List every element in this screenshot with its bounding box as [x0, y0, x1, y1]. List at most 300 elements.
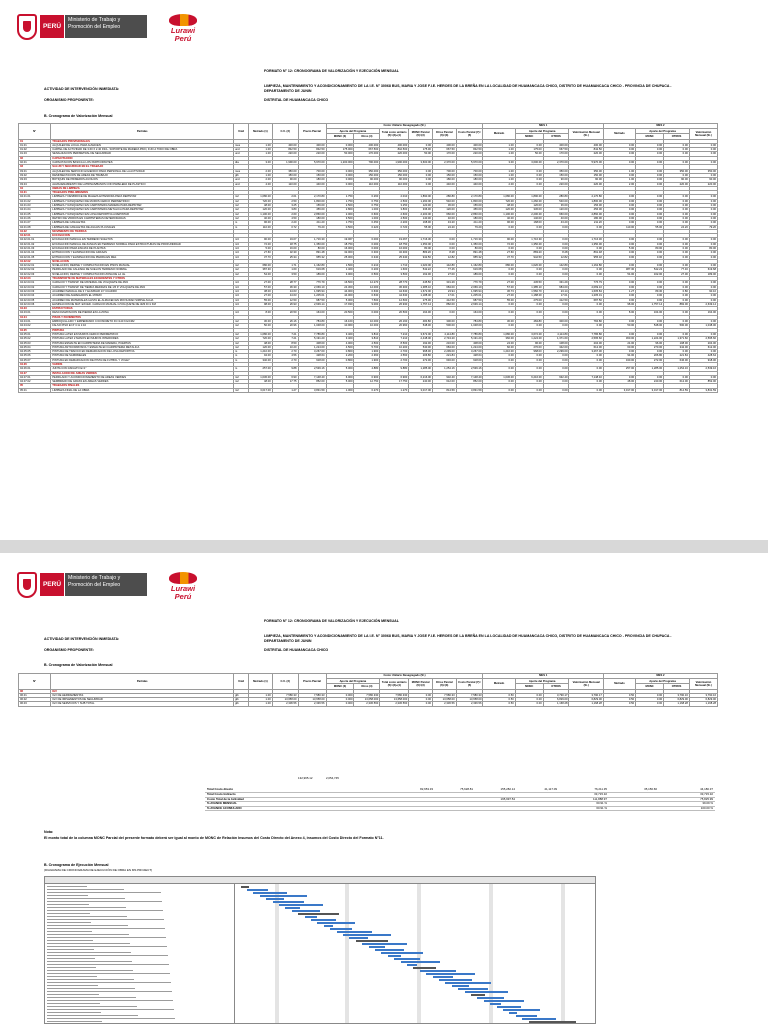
cell-pp: 3,267.00 [298, 350, 326, 354]
cell-n: 04.01.04 [19, 208, 51, 212]
cell-m2: 0.00 [603, 199, 635, 203]
cell-mo1: 1,224.00 [515, 337, 543, 341]
cell-v2: 619.68 [689, 268, 717, 272]
cell-op: 0.00 [432, 242, 456, 246]
cell-mo1: 0.00 [515, 702, 543, 706]
cell-m2: 48.00 [603, 380, 635, 384]
cell-mo1: 1,716.30 [515, 238, 543, 242]
cell-m2: 0.00 [603, 221, 635, 225]
cell-m2: 0.00 [603, 285, 635, 289]
cell-op: 77.46 [432, 268, 456, 272]
cell-cu: 25.34 [272, 255, 298, 259]
cell-pp: 7,786.80 [298, 332, 326, 336]
cell-n: 06.03 [19, 702, 51, 706]
cell-ot1: 2,299.00 [543, 350, 569, 354]
gantt-task-line [47, 1003, 100, 1004]
cell-m: 37.70 [249, 255, 273, 259]
cell-mo2: 0.00 [636, 148, 664, 152]
cell-partida: TRANSPORTE DE MATERIALES EXCEDENTES Y OTROS [51, 277, 234, 281]
cell-v2: 164.00 [689, 311, 717, 315]
cell-mo: 20.500 [326, 311, 354, 315]
activity-value-page-2: LIMPIEZA, MANTENIMIENTO Y ACONDICIONAMIENTO DE LA I.E. N° 30068 BUS, MARIA Y JOSE F.I.E. HEROES DE LA BREÑA EN LA LOCALIDAD DE HUAMANCACA CHICO, DISTRITO DE HUAMANCACA CHICO - PROVINCIA DE CHUPACA - DEPARTAMENTO DE JUNIN [264, 634, 672, 643]
cell-pp: 7,148.40 [298, 375, 326, 379]
cell-mp: 1,188.00 [409, 294, 433, 298]
cell-op: 667.50 [432, 148, 456, 152]
cell-ot: 0.340 [354, 255, 380, 259]
cell-v2: 220.00 [689, 182, 717, 186]
cell-m2: 0.00 [603, 294, 635, 298]
cell-pp: 189.00 [298, 272, 326, 276]
cell-m2: 0.00 [603, 320, 635, 324]
cell-cu: 2,336.56 [272, 702, 298, 706]
cell-cu: 842.50 [272, 148, 298, 152]
summary-cell-label: % AVANCE MENSUAL [205, 802, 395, 807]
lurawi-logo [163, 14, 203, 48]
cell-pp: 5,191.20 [298, 337, 326, 341]
cell-n: 04.05.03 [19, 341, 51, 345]
cell-m: 257.00 [249, 367, 273, 371]
cell-mp: 1,890.00 [409, 195, 433, 199]
cell-m1: 1.00 [483, 148, 515, 152]
cell-m2: 0.50 [603, 693, 635, 697]
cell-v2: 350.00 [689, 169, 717, 173]
cell-m2: 3,017.00 [603, 388, 635, 392]
cell-n: 04.01.05 [19, 212, 51, 216]
cell-ot2: 0.00 [664, 242, 690, 246]
cell-ot1: 6,829.00 [543, 698, 569, 702]
cell-tc: 13,658.000 [380, 698, 409, 702]
cell-v1: 180.00 [569, 216, 603, 220]
cell-ot: 667.500 [354, 148, 380, 152]
cell-cu: 44.63 [272, 289, 298, 293]
cell-mo2: 1,757.14 [636, 302, 664, 306]
cell-n: 01 [19, 139, 51, 143]
cell-m2: 0.00 [603, 350, 635, 354]
col-metrado-mes2: Metrado [603, 129, 635, 139]
col-partidas: Partidas [51, 674, 234, 690]
cell-mo: 4.500 [326, 345, 354, 349]
cell-ot: 0.220 [354, 225, 380, 229]
cell-cu: 2.50 [272, 199, 298, 203]
cell-tc: 150.000 [380, 173, 409, 177]
cell-m1: 0.50 [483, 693, 515, 697]
cell-v2: 0.00 [689, 281, 717, 285]
col-monc-mes1: MONC [515, 134, 543, 139]
cell-v1: 204.00 [569, 341, 603, 345]
gantt-task-bar [529, 1021, 576, 1023]
cell-mo: 44.000 [326, 289, 354, 293]
cell-m: 120.00 [249, 208, 273, 212]
cell-mo2: 240.00 [636, 380, 664, 384]
cell-partida: EXCAVACIÓN MANUAL DE ZANJAS EN TERRENO NORMAL PARA ESTRUCTURAS DE PROFUNDIDAD [51, 242, 234, 246]
cell-cu: 6.90 [272, 375, 298, 379]
cell-u: m3 [234, 289, 249, 293]
cell-mo2: 0.00 [636, 173, 664, 177]
cell-m: 720.00 [249, 337, 273, 341]
cell-ot: 3.810 [354, 332, 380, 336]
cell-partida: SEMBRADO DE GRASS EN ÁREAS VERDES [51, 380, 234, 384]
cell-op: 12.82 [432, 255, 456, 259]
cell-m2: 0.00 [603, 238, 635, 242]
col-aporte-mes1: Aporte del Programa [515, 679, 569, 684]
cell-cp: 7,148.40 [456, 375, 483, 379]
summary-cell-c7: 44,180.37 [659, 788, 715, 793]
cell-partida: CARGUÍO Y TRANSP. DE TIERRA MEDIDAS DE 1/5 P. VOLQUETE DE 4M3 [51, 285, 234, 289]
cell-ot1: 684.00 [543, 285, 569, 289]
cell-tc: 25.340 [380, 255, 409, 259]
cell-m: 98.00 [249, 302, 273, 306]
cell-partida: EXTRACCIÓN Y ELIMINACIÓN DE PIEDRA EN MEJ. [51, 255, 234, 259]
cell-ot2: 0.00 [664, 332, 690, 336]
cell-mp: 3,600.00 [409, 161, 433, 165]
cell-mp: 120.00 [409, 204, 433, 208]
cell-ot1: 0.00 [543, 268, 569, 272]
cell-v1: 687.50 [569, 298, 603, 302]
cell-ot2: 0.00 [664, 311, 690, 315]
gantt-task-line [47, 979, 134, 980]
cell-v1: 456.00 [569, 208, 603, 212]
cell-mp: 3,017.00 [409, 388, 433, 392]
col-monc-mes2: MONC [636, 684, 664, 689]
cell-n: 04.07.02 [19, 380, 51, 384]
cell-mo: 25.000 [326, 255, 354, 259]
cell-m1: 0.00 [483, 367, 515, 371]
cell-ot2: 646.00 [664, 358, 690, 362]
cell-mo: 1.750 [326, 221, 354, 225]
cell-pp: 955.32 [298, 255, 326, 259]
cell-mo2: 0.00 [636, 375, 664, 379]
cell-op: 932.40 [432, 375, 456, 379]
cell-partida: PINTURA DE TRÁFICO EN DEMARCACIÓN DE LOSA DEPORTIVA [51, 350, 234, 354]
cell-v2: 6,829.00 [689, 698, 717, 702]
cell-n: 01.03 [19, 152, 51, 156]
cell-pp: 1,048.00 [298, 324, 326, 328]
cell-mo: 3.400 [326, 337, 354, 341]
col-otros-mes1: OTROS [543, 134, 569, 139]
cell-ot1: 4,114.80 [543, 332, 569, 336]
cell-mo2: 0.00 [636, 702, 664, 706]
gantt-task-line [47, 886, 87, 887]
cell-ot: 110.000 [354, 182, 380, 186]
cell-m: 3,017.00 [249, 388, 273, 392]
cell-pp: 2,539.16 [298, 367, 326, 371]
cell-ot: 5.700 [354, 345, 380, 349]
cell-m: 1.00 [249, 173, 273, 177]
summary-cell-label: Costo Total de la Actividad [205, 797, 395, 802]
cell-m1: 0.50 [483, 702, 515, 706]
cell-pp: 852.00 [298, 380, 326, 384]
cell-n: 06 [19, 689, 51, 693]
cell-pp: 891.48 [298, 251, 326, 255]
summary-row [205, 806, 715, 811]
cell-tc: 3.500 [380, 272, 409, 276]
cell-ot2: 0.00 [664, 246, 690, 250]
cell-partida: TRABAJOS PRELIMINARES [51, 191, 234, 195]
cell-ot: 0.300 [354, 251, 380, 255]
cell-m: 55.00 [249, 298, 273, 302]
note-title: Nota: [44, 830, 54, 834]
cell-m: 1,080.00 [249, 195, 273, 199]
cell-mo2: 1,224.00 [636, 337, 664, 341]
cell-u: m3 [234, 294, 249, 298]
cell-cu: 4.56 [272, 354, 298, 358]
cell-partida: LIMPIEZA DE CANALETAS [51, 221, 234, 225]
cell-u: m2 [234, 199, 249, 203]
table-row [19, 388, 718, 392]
cell-mo: 16.500 [326, 281, 354, 285]
section-title: B. Cronograma de Valorización Mensual [44, 114, 113, 118]
cell-mo: 0.000 [326, 143, 354, 147]
cell-m1: 2.00 [483, 182, 515, 186]
cell-tc: 2.600 [380, 212, 409, 216]
cell-cp: 2,170.80 [456, 195, 483, 199]
gantt-task-line [47, 949, 94, 950]
cell-op: 331.29 [432, 281, 456, 285]
cell-ot2: 0.00 [664, 173, 690, 177]
cell-ot2: 90.00 [664, 178, 690, 182]
cell-v1: 0.00 [569, 367, 603, 371]
cell-mo: 2.500 [326, 204, 354, 208]
cell-cu: 4.50 [272, 216, 298, 220]
national-crest-icon [17, 572, 37, 598]
cell-v2: 79.20 [689, 225, 717, 229]
cell-v2: 80.00 [689, 246, 717, 250]
cell-m: 48.00 [249, 204, 273, 208]
cell-m2: 0.00 [603, 251, 635, 255]
cell-cu: 12.50 [272, 298, 298, 302]
cell-tc: 1.600 [380, 268, 409, 272]
cell-cp: 1,205.01 [456, 294, 483, 298]
col-metrado-mes1: Metrado [483, 679, 515, 689]
cell-mo1: 0.00 [515, 380, 543, 384]
lurawi-emblem-icon [169, 572, 197, 584]
cell-tc: 3.250 [380, 204, 409, 208]
cell-n: 04.05.05 [19, 350, 51, 354]
cell-op: 7,580.33 [432, 693, 456, 697]
cell-m: 1.00 [249, 148, 273, 152]
cell-mo2: 0.00 [636, 298, 664, 302]
cell-pp: 1,162.80 [298, 264, 326, 268]
cell-mp: 1,757.14 [409, 302, 433, 306]
cell-n: 01.01 [19, 143, 51, 147]
cell-cu: 2.20 [272, 221, 298, 225]
cell-pp: 428.64 [298, 354, 326, 358]
cell-tc: 90.000 [380, 178, 409, 182]
cell-cu: 19.07 [272, 238, 298, 242]
cell-cu: 2.01 [272, 195, 298, 199]
cell-u: m [234, 354, 249, 358]
cell-mo1: 0.00 [515, 354, 543, 358]
cell-cp: 3,831.59 [456, 388, 483, 392]
col-aporte-programa: Aporte del Programa [326, 679, 380, 684]
cell-partida: PINTURA ESMALTE EN CARPINTERÍA DE MADERA, PUERTAS [51, 341, 234, 345]
cell-ot2: 108.00 [664, 341, 690, 345]
cell-mo1: 0.00 [515, 358, 543, 362]
cell-m1: 27.60 [483, 251, 515, 255]
cell-m: 1.00 [249, 698, 273, 702]
cell-mo1: 0.00 [515, 178, 543, 182]
cell-n: 04.02.02.03 [19, 272, 51, 276]
cell-cp: 2,069.10 [456, 285, 483, 289]
cell-cp: 180.00 [456, 216, 483, 220]
cell-m2: 257.00 [603, 367, 635, 371]
cell-v1: 1,162.80 [569, 264, 603, 268]
cell-v2: 1,168.28 [689, 702, 717, 706]
cell-partida: DESCOLMATACIÓN DE PIEDRA EN LA ZONA [51, 311, 234, 315]
cell-mo2: 0.00 [636, 152, 664, 156]
cell-m: 5.00 [249, 246, 273, 250]
cell-cu: 44.63 [272, 294, 298, 298]
cell-tc: 26.160 [380, 320, 409, 324]
cell-u: m2 [234, 332, 249, 336]
cell-v1: 0.00 [569, 311, 603, 315]
cell-n: 04.02.01.04 [19, 251, 51, 255]
cell-pp: 687.50 [298, 298, 326, 302]
cell-cp: 5,970.00 [456, 161, 483, 165]
cell-m1: 0.00 [483, 302, 515, 306]
activity-label: ACTIVIDAD DE INTERVENCIÓN INMEDIATA: [44, 87, 120, 91]
cell-mo2: 270.00 [636, 345, 664, 349]
cell-pp: 180.00 [298, 178, 326, 182]
cell-cp: 79.20 [456, 225, 483, 229]
cell-v2: 0.00 [689, 294, 717, 298]
cell-m1: 720.00 [483, 199, 515, 203]
cell-pp: 13,658.00 [298, 698, 326, 702]
cell-ot1: 220.00 [543, 182, 569, 186]
cell-pp: 2,069.10 [298, 285, 326, 289]
cell-pp: 440.00 [298, 182, 326, 186]
summary-cell-c5: 60.91 % [559, 806, 609, 811]
summary-cell-c1 [395, 806, 435, 811]
cell-ot: 1.000 [354, 208, 380, 212]
cell-ot2: 350.00 [664, 169, 690, 173]
cell-mo: 5.000 [326, 298, 354, 302]
cell-n: 04.02.03.03 [19, 289, 51, 293]
cell-tc: 8.500 [380, 341, 409, 345]
section-title-page-2: B. Cronograma de Valorización Mensual [44, 663, 113, 667]
cell-ot: 1.900 [354, 350, 380, 354]
cell-m2: 0.00 [603, 332, 635, 336]
cell-mo: 0.000 [326, 169, 354, 173]
cell-op: 440.00 [432, 182, 456, 186]
cell-partida: PINTURA [51, 328, 234, 332]
lurawi-country: Perú [174, 592, 192, 601]
cell-partida: INSTALACIÓN DE ÁREAS VERDES [51, 371, 234, 375]
cell-m1: 30.00 [483, 320, 515, 324]
cell-op: 23.94 [432, 289, 456, 293]
gantt-task-line [47, 925, 128, 926]
lurawi-name: Lurawi [170, 584, 196, 593]
cell-mo1: 0.00 [515, 225, 543, 229]
cell-m: 110.00 [249, 225, 273, 229]
gantt-task-line [47, 904, 89, 905]
cell-pp: 180.00 [298, 216, 326, 220]
cell-cp: 1,695.94 [456, 289, 483, 293]
cell-ot: 7.500 [354, 298, 380, 302]
cell-cu: 26.16 [272, 320, 298, 324]
cell-v1: 211.20 [569, 221, 603, 225]
cell-m2: 0.00 [603, 152, 635, 156]
cell-ot2: 612.00 [664, 380, 690, 384]
cell-v2: 90.00 [689, 178, 717, 182]
cell-ot1: 0.00 [543, 302, 569, 306]
cell-mp: 206.80 [409, 354, 433, 358]
cell-v2: 0.00 [689, 212, 717, 216]
cell-n: 04.02.03.06 [19, 302, 51, 306]
cell-v2: 918.00 [689, 358, 717, 362]
summary-table-body [205, 788, 715, 811]
summary-cell-c2 [435, 806, 475, 811]
cell-u: m3 [234, 298, 249, 302]
cell-m2: 0.00 [603, 148, 635, 152]
cell-ot1: 108.00 [543, 341, 569, 345]
cell-mo1: 175.00 [515, 148, 543, 152]
cell-mo2: 0.00 [636, 199, 664, 203]
cell-ot1: 0.00 [543, 354, 569, 358]
cell-ot1: 1,371.60 [543, 337, 569, 341]
cell-v1: 90.00 [569, 178, 603, 182]
cell-partida: ACARREO DE MATERIALES HASTA EL ALMACÉN EN MOVILIDAD SIMPLE AGUA [51, 298, 234, 302]
cell-ot2: 0.00 [664, 350, 690, 354]
cell-pp: 80.00 [298, 246, 326, 250]
cell-partida: SALUD Y SEGURIDAD EN EL TRABAJO [51, 165, 234, 169]
cell-ot1: 23.14 [543, 289, 569, 293]
cell-tc: 12.500 [380, 298, 409, 302]
cell-ot: 0.000 [354, 246, 380, 250]
cell-op: 412.50 [432, 298, 456, 302]
cell-partida: EXCAVACIÓN MANUAL EN TERRENO SUELTOS [51, 238, 234, 242]
cell-tc: 2.500 [380, 199, 409, 203]
cell-ot2: 0.00 [664, 204, 690, 208]
cell-partida: ALQUILER DE SERVICIO HIGIENICO PARA PERSONAL DE LA ACTIVIDAD [51, 169, 234, 173]
col-valorizacion-mes1: Valorización Mensual (S/.) [569, 129, 603, 139]
lurawi-emblem-icon [169, 14, 197, 26]
cell-pp: 5,970.00 [298, 161, 326, 165]
cell-m: 54.00 [249, 272, 273, 276]
cell-ot: 1.900 [354, 358, 380, 362]
cell-cu: 0.72 [272, 225, 298, 229]
cell-mo: 24.300 [326, 285, 354, 289]
cell-n: 04.02.03 [19, 277, 51, 281]
cell-m1: 1.00 [483, 152, 515, 156]
cell-mo1: 484.80 [515, 320, 543, 324]
cell-ot1: 120.00 [543, 208, 569, 212]
cell-ot1: 43.20 [543, 221, 569, 225]
cell-m1: 0.00 [483, 272, 515, 276]
cell-mo: 3.500 [326, 216, 354, 220]
cell-n: 04.03.01 [19, 311, 51, 315]
format-title: FORMATO N° 12: CRONOGRAMA DE VALORIZACIÓN Y EJECUCIÓN MENSUAL [264, 69, 399, 73]
cell-u: m [234, 367, 249, 371]
cell-v2: 2,595.60 [689, 337, 717, 341]
col-metrado: Metrado (1) [249, 674, 273, 690]
summary-cell-label: Total Costo Indirecto [205, 793, 395, 798]
cell-cu: 13,658.00 [272, 698, 298, 702]
cell-v1: 350.00 [569, 169, 603, 173]
cell-m2: 5.00 [603, 246, 635, 250]
cell-n: 04.02.02 [19, 259, 51, 263]
summary-cell-c7: 100.00 % [659, 806, 715, 811]
cell-ot1: 12.82 [543, 255, 569, 259]
cell-m2: 50.00 [603, 324, 635, 328]
cell-mo2: 3,017.00 [636, 388, 664, 392]
cell-m2: 0.50 [603, 702, 635, 706]
cell-mo2: 0.00 [636, 178, 664, 182]
cell-n: 04.04.02 [19, 324, 51, 328]
col-mes2: MES 2 [603, 674, 717, 679]
cell-n: 05.01 [19, 388, 51, 392]
cell-partida: IGV DE IMPLEMENTOS DE SEGURIDAD [51, 698, 234, 702]
